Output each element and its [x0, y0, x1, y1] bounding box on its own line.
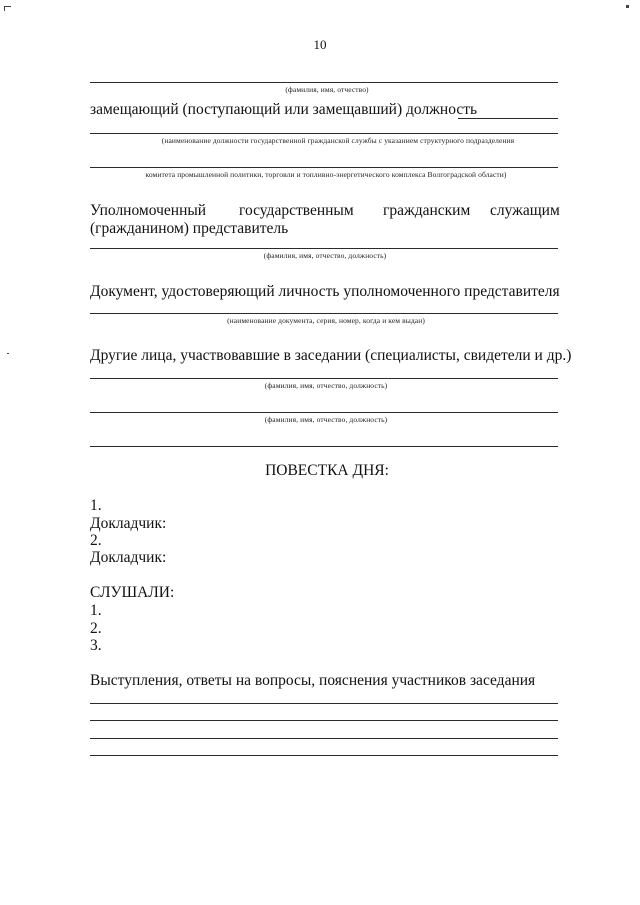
agenda-item: Докладчик: [90, 549, 167, 566]
agenda-title: ПОВЕСТКА ДНЯ: [265, 462, 389, 479]
speeches-line-2 [90, 720, 558, 721]
position-line-2 [90, 167, 558, 168]
document-caption: (наименование документа, серия, номер, когда и кем выдан) [227, 316, 425, 325]
rep-caption: (фамилия, имя, отчество, должность) [263, 251, 387, 260]
agenda-item: 2. [90, 532, 102, 549]
others-caption-2: (фамилия, имя, отчество, должность) [264, 415, 388, 424]
position-caption-2: комитета промышленной политики, торговли и топливно-энергетического комплекса Волгоградской области) [145, 170, 507, 179]
others-label: Другие лица, участвовавшие в заседании (специалисты, свидетели и др.) [90, 347, 572, 364]
speeches-line-4 [90, 755, 558, 756]
heard-item: 3. [90, 637, 102, 654]
replacing-position-label: замещающий (поступающий или замещавший) должность [90, 101, 478, 118]
corner-mark-left [4, 6, 11, 7]
page-number: 10 [313, 37, 327, 52]
speeches-label: Выступления, ответы на вопросы, пояснения участников заседания [90, 672, 536, 689]
rep-label-line-2: (гражданином) представитель [90, 220, 289, 237]
rep-word-2: государственным [239, 202, 354, 219]
replacing-position-short-line [458, 118, 558, 119]
position-caption-1: (наименование должности государственной гражданской службы с указанием структурного подразделения [161, 136, 515, 145]
rep-word-1: Уполномоченный [90, 202, 207, 219]
heard-item: 2. [90, 620, 102, 637]
others-line-3 [90, 446, 558, 447]
position-line-1 [90, 133, 558, 134]
corner-mark-right [626, 5, 629, 8]
heard-item: 1. [90, 602, 102, 619]
others-caption-1: (фамилия, имя, отчество, должность) [264, 381, 388, 390]
speeches-line-1 [90, 703, 558, 704]
speeches-line-3 [90, 738, 558, 739]
margin-dot [7, 353, 9, 354]
rep-line [90, 248, 558, 249]
corner-mark-left [4, 6, 5, 11]
member-name-caption: (фамилия, имя, отчество) [285, 85, 369, 94]
agenda-item: Докладчик: [90, 515, 167, 532]
document-label: Документ, удостоверяющий личность уполномоченного представителя [90, 283, 560, 300]
heard-title: СЛУШАЛИ: [90, 584, 175, 601]
others-line-1 [90, 378, 558, 379]
rep-word-4: служащим [490, 202, 560, 219]
document-line [90, 313, 558, 314]
member-name-line [90, 82, 558, 83]
rep-word-3: гражданским [383, 202, 471, 219]
agenda-item: 1. [90, 497, 102, 514]
others-line-2 [90, 412, 558, 413]
